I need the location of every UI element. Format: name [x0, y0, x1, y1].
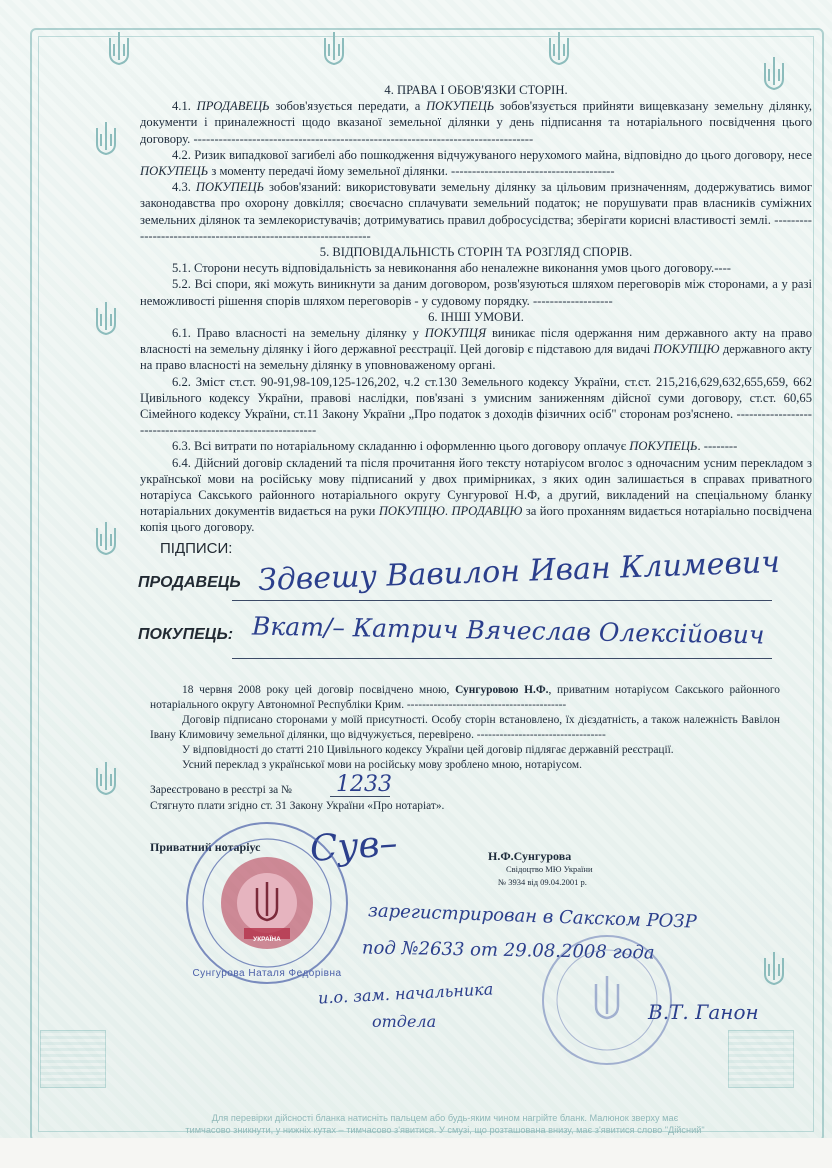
clause-4-3: 4.3. ПОКУПЕЦЬ зобов'язаний: використовувати земельну ділянку за цільовим призначенням, додержуватись вимог законодавства про охорону довкілля; своєчасно сплачувати земельний податок; не порушувати прав власників суміжних земельних ділянок та землекористувачів; дотримуватись правил добросусідства; зберігати корисні властивості землі. ---------------------------------------------------------------- — [140, 180, 813, 243]
cert-line-3: У відповідності до статті 210 Цивільного кодексу України цей договір підлягає державній реєстрації. — [182, 744, 674, 756]
bottom-strip — [0, 1138, 832, 1168]
clause-6-1: 6.1. Право власності на земельну ділянку у ПОКУПЦЯ виникає після одержання ним державного акту на право власності на земельну ділянку і його державної реєстрації. Цей договір є підставою для видачі ПОКУПЦЮ державного акту на право власності на земельну ділянку в уповноваженому органі. — [140, 326, 812, 373]
security-footer — [100, 1112, 790, 1136]
section-4-title: 4. ПРАВА І ОБОВ'ЯЗКИ СТОРІН. — [384, 83, 568, 97]
seal-emblem-label: УКРАЇНА — [253, 936, 281, 943]
clause-6-2: 6.2. Зміст ст.ст. 90-91,98-109,125-126,202, ч.2 ст.130 Земельного кодексу України, ст.ст. 215,216,629,632,655,659, 662 Цивільного кодексу України, правові наслідки, пов'язані з умисним заниженням дійсної суми договору, ст.ст. 60,65 Сімейного кодексу України, ст.11 Закону України „Про податок з доходів фізичних осіб" сторонам роз'яснено. ------------------------------------------------------------ — [140, 374, 812, 438]
trident-icon — [760, 950, 788, 990]
clause-6-4: 6.4. Дійсний договір складений та після прочитання його тексту нотаріусом вголос з одночасним усним перекладом з української мови на російську мову підписаний у двох примірниках, з яких один залишається в справах приватного нотаріуса Сакського районного нотаріального округу Сунгурової Н.Ф, а другий, викладений на спеціальному бланку нотаріальних документів видається на руки ПОКУПЦЮ. ПРОДАВЦЮ за його проханням видається нотаріально посвідчена копія цього договору. — [140, 455, 812, 535]
buyer-signature: Вкат/– Катрич Вячеслав Олексійович — [251, 611, 765, 650]
section-5-title: 5. ВІДПОВІДАЛЬНІСТЬ СТОРІН ТА РОЗГЛЯД СПОРІВ. — [319, 245, 633, 260]
registry-stamp-icon — [532, 930, 682, 1070]
security-corner-box — [728, 1030, 794, 1088]
notary-seal-icon — [182, 818, 352, 988]
security-corner-box — [40, 1030, 106, 1088]
trident-icon — [92, 760, 120, 800]
seller-signature: Здвешу Вавилон Иван Климевич — [257, 544, 781, 599]
certificate-line-2: № 3934 від 09.04.2001 р. — [498, 877, 587, 887]
registration-note-line-4: отдела — [372, 1012, 437, 1031]
cert-line-1: 18 червня 2008 року цей договір посвідчено мною, Сунгуровою Н.Ф., приватним нотаріусом Сакського районного нотаріального округу Автономної Республіки Крим. ------------------------------------------ — [150, 684, 780, 711]
clause-6-3: 6.3. Всі витрати по нотаріальному складанню і оформленню цього договору оплачує ПОКУПЕЦЬ. -------- — [172, 439, 738, 454]
notary-signature: Сув– — [308, 823, 399, 870]
registry-number: 1233 — [336, 772, 392, 797]
signatures-section — [140, 540, 812, 670]
registry-label: Зареєстровано в реєстрі за № — [150, 784, 292, 796]
cert-line-4: Усний переклад з української мови на російську мову зроблено мною, нотаріусом. — [182, 759, 582, 771]
clause-4-2: 4.2. Ризик випадкової загибелі або пошкодження відчужуваного нерухомого майна, відповідно до цього договору, несе ПОКУПЕЦЬ з моменту передачі йому земельної ділянки. --------------------------------------- — [140, 147, 812, 179]
trident-icon — [92, 120, 120, 160]
clause-5-2: 5.2. Всі спори, які можуть виникнути за даним договором, розв'язуються шляхом переговорів між сторонами, а у разі неможливості рішення спорів шляхом переговорів - у судовому порядку. ------------------- — [140, 277, 812, 308]
seal-text: Сунгурова Наталя Федорівна — [192, 968, 342, 979]
footer-line-2: тимчасово зникнути, у нижніх кутах – тимчасово з'явитися. У смузі, що розташована внизу, має з'явитися слово "Дійсний" — [185, 1125, 705, 1135]
buyer-label: ПОКУПЕЦЬ: — [138, 626, 234, 643]
signatures-heading: ПІДПИСИ: — [160, 540, 233, 557]
trident-icon — [320, 30, 348, 70]
registry-number-line — [330, 796, 390, 797]
registration-note-line-1: зарегистрирован в Сакском РОЗР — [367, 900, 698, 933]
footer-line-1: Для перевірки дійсності бланка натисніть пальцем або будь-яким чином нагрійте бланк. Малюнок зверху має — [211, 1113, 679, 1123]
registration-note-line-2: под №2633 от 29.08.2008 года — [361, 937, 655, 964]
clause-5-1: 5.1. Сторони несуть відповідальність за невиконання або неналежне виконання умов цього договору.---- — [172, 261, 731, 276]
buyer-signature-line — [232, 658, 772, 659]
notary-label: Приватний нотаріус — [150, 840, 261, 854]
certificate-line-1: Свідоцтво МЮ України — [506, 864, 593, 874]
trident-icon — [105, 30, 133, 70]
seller-signature-line — [232, 600, 772, 601]
notary-name: Н.Ф.Сунгурова — [488, 849, 572, 863]
cert-line-2: Договір підписано сторонами у моїй присутності. Особу сторін встановлено, їх дієздатність, а також належність Вавілон Івану Климовичу земельної ділянки, що відчужується, перевірено. ---------------------------------- — [150, 714, 780, 741]
contract-text — [140, 82, 812, 536]
registration-note-line-3: и.о. зам. начальника — [317, 979, 494, 1008]
section-6-title: 6. ІНШІ УМОВИ. — [428, 309, 524, 324]
clause-4-1: 4.1. ПРОДАВЕЦЬ зобов'язується передати, а ПОКУПЕЦЬ зобов'язується прийняти вищевказану земельну ділянку, документи і приналежності щодо вказаної земельної ділянки у день підписання та нотаріального посвідчення цього договору. --------------------------------------------------------------------------------- — [140, 99, 813, 146]
trident-icon — [92, 300, 120, 340]
notarial-certification — [150, 683, 780, 773]
registrar-signature: В.Т. Ганон — [648, 1000, 759, 1024]
trident-icon — [545, 30, 573, 70]
seller-label: ПРОДАВЕЦЬ — [138, 574, 241, 591]
trident-icon — [92, 520, 120, 560]
fee-line: Стягнуто плати згідно ст. 31 Закону України «Про нотаріат». — [150, 800, 445, 812]
notary-credentials — [488, 850, 593, 889]
